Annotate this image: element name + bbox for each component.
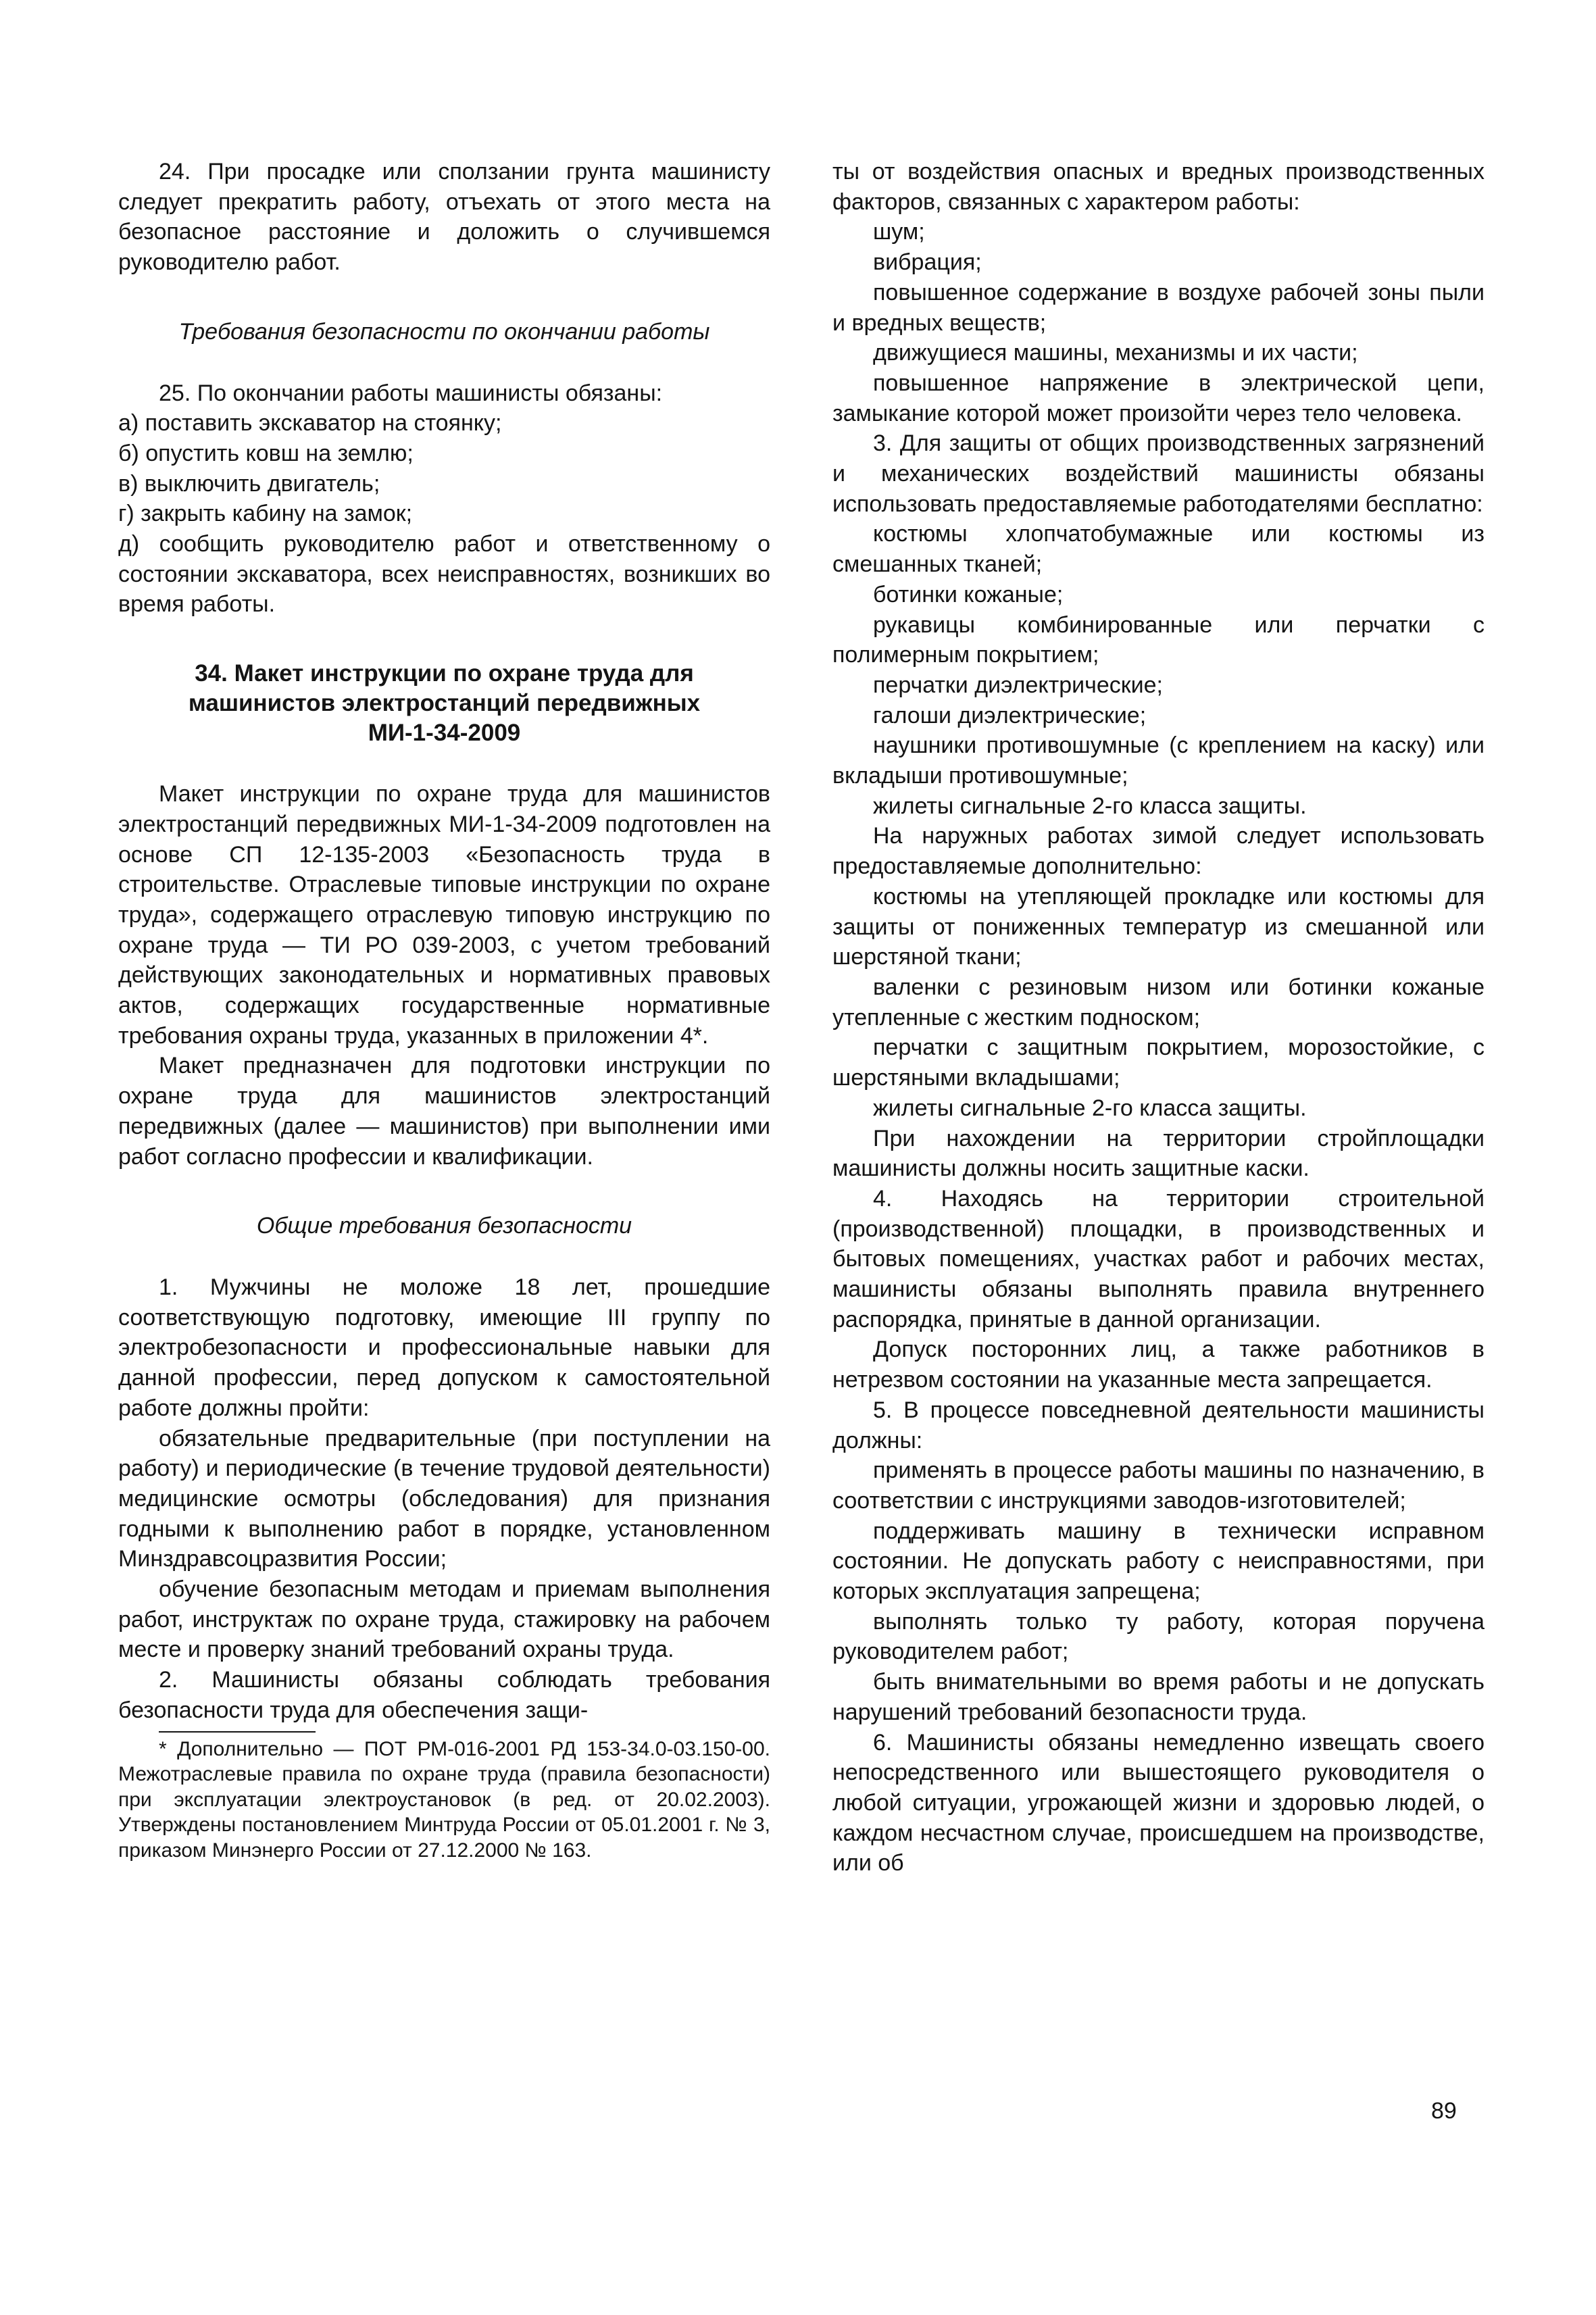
list-item: жилеты сигнальные 2-го класса защиты. [873, 1095, 1307, 1121]
list-item: б) опустить ковш на землю; [118, 440, 414, 466]
list-item: перчатки диэлектрические; [873, 672, 1164, 698]
list-item: галоши диэлектрические; [873, 702, 1147, 728]
winter-paragraph: На наружных работах зимой следует использовать предоставляемые дополнительно: [832, 823, 1485, 880]
paragraph-2-continued: ты от воздействия опасных и вредных производственных факторов, связанных с характером работы: [832, 159, 1485, 215]
list-item: вибрация; [873, 249, 982, 276]
list-item: г) закрыть кабину на замок; [118, 501, 413, 527]
list-item: перчатки с защитным покрытием, морозостойкие, с шерстяными вкладышами; [832, 1035, 1485, 1091]
subhead-end-of-work: Требования безопасности по окончании работы [178, 318, 710, 345]
footnote-divider [159, 1731, 316, 1733]
list-item: поддерживать машину в технически исправном состоянии. Не допускать работу с неисправностями, при которых эксплуатация запрещена; [832, 1518, 1485, 1605]
section-title-code: МИ-1-34-2009 [368, 720, 521, 747]
paragraph-2: 2. Машинисты обязаны соблюдать требования безопасности труда для обеспечения защи- [118, 1667, 770, 1723]
paragraph-1: 1. Мужчины не моложе 18 лет, прошедшие соответствующую подготовку, имеющие III группу по электробезопасности и профессиональные навыки для данной профессии, перед допуском к самостоятельной работе должны пройти: [118, 1274, 770, 1421]
intro-paragraph: Макет предназначен для подготовки инструкции по охране труда для машинистов электростанций передвижных (далее — машинистов) при выполнении ими работ согласно профессии и квалификации. [118, 1053, 770, 1170]
list-item: быть внимательными во время работы и не допускать нарушений требований безопасности труда. [832, 1669, 1485, 1725]
list-item: повышенное содержание в воздухе рабочей зоны пыли и вредных веществ; [832, 279, 1485, 336]
subhead-general-requirements: Общие требования безопасности [256, 1213, 632, 1239]
paragraph-5: 5. В процессе повседневной деятельности машинисты должны: [832, 1397, 1485, 1453]
list-item: рукавицы комбинированные или перчатки с полимерным покрытием; [832, 612, 1485, 668]
paragraph-3: 3. Для защиты от общих производственных загрязнений и механических воздействий машинисты обязаны использовать предоставляемые работодателями бесплатно: [832, 430, 1485, 517]
list-item: наушники противошумные (с креплением на каску) или вкладыши противошумные; [832, 732, 1485, 789]
list-item: валенки с резиновым низом или ботинки кожаные утепленные с жестким подноском; [832, 974, 1485, 1030]
intro-paragraph: Макет инструкции по охране труда для машинистов электростанций передвижных МИ-1-34-2009 подготовлен на основе СП 12-135-2003 «Безопасность труда в строительстве. Отраслевые типовые инструкции по охране труда», содержащего отраслевую типовую инструкцию по охране труда — ТИ РО 039-2003, с учетом требований действующих законодательных и нормативных правовых актов, содержащих государственные нормативные требования охраны труда, указанных в приложении 4*. [118, 781, 770, 1049]
list-item: а) поставить экскаватор на стоянку; [118, 410, 502, 437]
page-number: 89 [1431, 2098, 1457, 2124]
right-column [832, 157, 1485, 1878]
section-title-text: 34. Макет инструкции по охране труда для машинистов электростанций передвижных [188, 660, 701, 717]
list-item: обучение безопасным методам и приемам выполнения работ, инструктаж по охране труда, стажировку на рабочем месте и проверку знаний требований охраны труда. [118, 1576, 770, 1663]
list-item: обязательные предварительные (при поступлении на работу) и периодические (в течение трудовой деятельности) медицинские осмотры (обследования) для признания годными к выполнению работ в порядке, установленном Минздравсоцразвития России; [118, 1425, 770, 1572]
left-column [118, 157, 770, 1863]
paragraph-6: 6. Машинисты обязаны немедленно извещать своего непосредственного или вышестоящего руководителя о любой ситуации, угрожающей жизни и здоровью людей, о каждом несчастном случае, происшедшем на производстве, или об [832, 1729, 1485, 1876]
list-item: движущиеся машины, механизмы и их части; [873, 340, 1358, 366]
paragraph-4: 4. Находясь на территории строительной (производственной) площадки, в производственных и бытовых помещениях, участках работ и рабочих местах, машинисты обязаны выполнять правила внутреннего распорядка, принятые в данной организации. [832, 1185, 1485, 1333]
list-item: костюмы хлопчатобумажные или костюмы из смешанных тканей; [832, 521, 1485, 578]
list-item: ботинки кожаные; [873, 581, 1064, 607]
list-item: применять в процессе работы машины по назначению, в соответствии с инструкциями заводов-изготовителей; [832, 1458, 1485, 1514]
footnote: * Дополнительно — ПОТ РМ-016-2001 РД 153-34.0-03.150-00. Межотраслевые правила по охране труда (правила безопасности) при эксплуатации электроустановок (в ред. от 20.02.2003). Утверждены постановлением Минтруда России от 05.01.2001 г. № 3, приказом Минэнерго России от 27.12.2000 № 163. [118, 1737, 770, 1862]
paragraph-25: 25. По окончании работы машинисты обязаны: [159, 380, 663, 406]
paragraph-24: 24. При просадке или сползании грунта машинисту следует прекратить работу, отъехать от этого места на безопасное расстояние и доложить о случившемся руководителю работ. [118, 159, 770, 276]
paragraph-4b: Допуск посторонних лиц, а также работников в нетрезвом состоянии на указанные места запрещается. [832, 1337, 1485, 1393]
list-item: костюмы на утепляющей прокладке или костюмы для защиты от пониженных температур из смешанной или шерстяной ткани; [832, 883, 1485, 970]
helmets-paragraph: При нахождении на территории стройплощадки машинисты должны носить защитные каски. [832, 1125, 1485, 1182]
list-item: д) сообщить руководителю работ и ответственному о состоянии экскаватора, всех неисправностях, возникших во время работы. [118, 531, 770, 618]
list-item: жилеты сигнальные 2-го класса защиты. [873, 793, 1307, 819]
list-item: повышенное напряжение в электрической цепи, замыкание которой может произойти через тело человека. [832, 370, 1485, 426]
section-title [118, 659, 770, 748]
list-item: шум; [873, 219, 925, 245]
list-item: в) выключить двигатель; [118, 470, 380, 497]
list-item: выполнять только ту работу, которая поручена руководителем работ; [832, 1608, 1485, 1665]
